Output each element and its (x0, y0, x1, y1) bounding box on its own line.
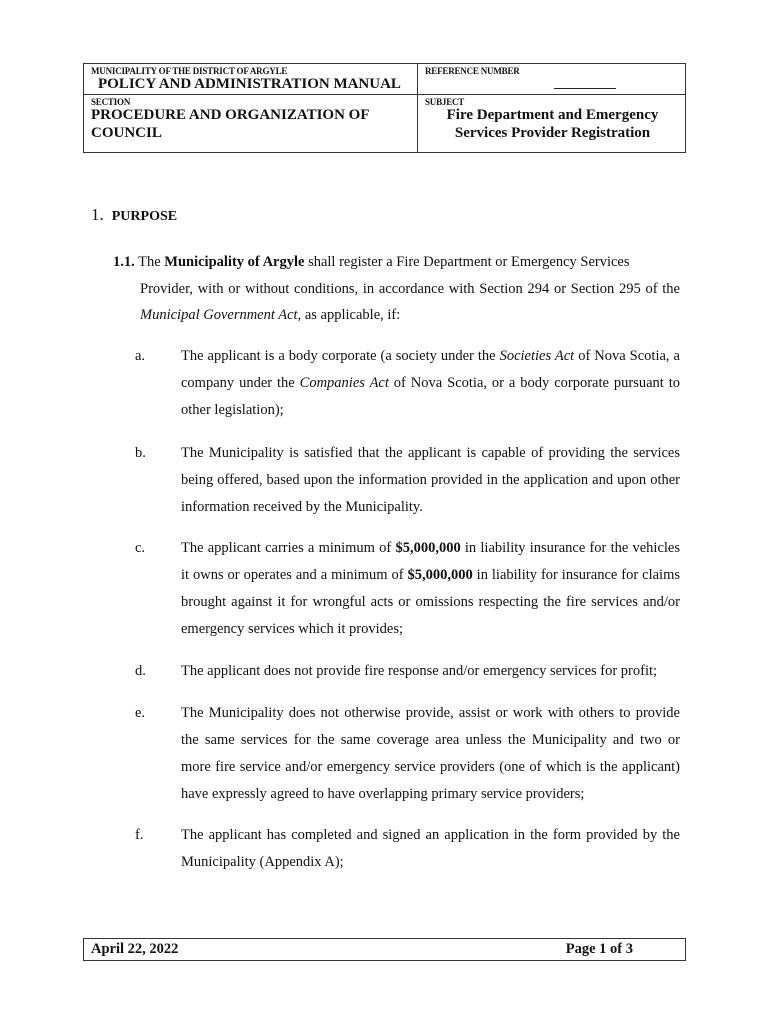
list-item-label: e. (135, 705, 146, 721)
clause-text: Provider, with or without conditions, in accordance with Section 294 or Section 295 of the (140, 280, 680, 297)
text-run: of Nova Scotia, or a body corporate pursuant to other legislation); (181, 375, 681, 418)
insurance-amount: $5,000,000 (395, 540, 461, 556)
subject-line-1: Fire Department and Emergency (446, 107, 659, 123)
section-line-1: PROCEDURE AND ORGANIZATION OF (91, 107, 370, 123)
list-item (135, 658, 680, 685)
clause-text: The (134, 254, 165, 270)
act-name: Companies Act (299, 375, 389, 391)
text-run: The applicant carries a minimum of (181, 540, 396, 556)
municipality-name: Municipality of Argyle (164, 254, 305, 270)
list-item (135, 343, 680, 424)
reference-number-label: REFERENCE NUMBER (425, 66, 520, 76)
org-name: MUNICIPALITY OF THE DISTRICT OF ARGYLE (91, 66, 288, 76)
list-item-label: a. (135, 348, 146, 364)
clause-text: , as applicable, if: (297, 307, 401, 323)
list-item (135, 822, 680, 876)
page-footer (83, 938, 686, 961)
clause-1-1-line-1 (113, 249, 680, 276)
list-item-text: The Municipality does not otherwise provide, assist or work with others to provide the same services for the same coverage area unless the Municipality and two or more fire service and/or emergency service providers (one of which is the applicant) have expressly agreed to have overlapping primary service providers; (181, 705, 680, 802)
list-item-text: The Municipality is satisfied that the applicant is capable of providing the services being offered, based upon the information provided in the application and upon other information received by the Municipality. (181, 445, 680, 515)
subject-title (418, 106, 687, 142)
list-item-text (181, 343, 680, 424)
reference-number-blank (554, 88, 616, 89)
list-item-label: d. (135, 663, 146, 679)
page-number: Page 1 of 3 (565, 941, 633, 957)
text-run: of Nova Scotia, a company under the (181, 348, 680, 391)
subject-line-2: Services Provider Registration (454, 125, 651, 141)
text-run: in liability insurance for the vehicles it owns or operates and a minimum of (181, 540, 680, 583)
list-item-text: The applicant does not provide fire response and/or emergency services for profit; (181, 663, 658, 679)
list-item (135, 535, 680, 643)
section-heading (91, 205, 177, 225)
clause-1-1 (113, 249, 680, 329)
list-item-label: c. (135, 540, 146, 556)
section-label: SECTION (91, 97, 131, 107)
text-run: The applicant is a body corporate (a society under the (181, 348, 500, 364)
act-name: Municipal Government Act (140, 307, 298, 323)
list-item-label: f. (135, 827, 144, 843)
subject-label: SUBJECT (425, 97, 465, 107)
section-line-2: COUNCIL (91, 125, 162, 141)
clause-number: 1.1. (113, 254, 135, 270)
text-run: in liability for insurance for claims brought against it for wrongful acts or omissions respecting the fire services and/or emergency services which it provides; (181, 567, 680, 637)
footer-date: April 22, 2022 (91, 941, 179, 957)
list-item (135, 700, 680, 808)
section-number: 1. (91, 205, 104, 224)
manual-title: POLICY AND ADMINISTRATION MANUAL (98, 76, 401, 92)
list-item (135, 440, 680, 521)
policy-header-table (83, 63, 686, 153)
clause-text: shall register a Fire Department or Emergency Services (304, 254, 630, 270)
clause-1-1-continuation (113, 276, 680, 329)
header-divider-horizontal (84, 94, 685, 95)
act-name: Societies Act (499, 348, 575, 364)
list-item-label: b. (135, 445, 146, 461)
insurance-amount: $5,000,000 (407, 567, 473, 583)
section-title: PURPOSE (111, 209, 178, 224)
list-item-text (181, 535, 680, 643)
list-item-text: The applicant has completed and signed an application in the form provided by the Municipality (Appendix A); (181, 827, 680, 870)
